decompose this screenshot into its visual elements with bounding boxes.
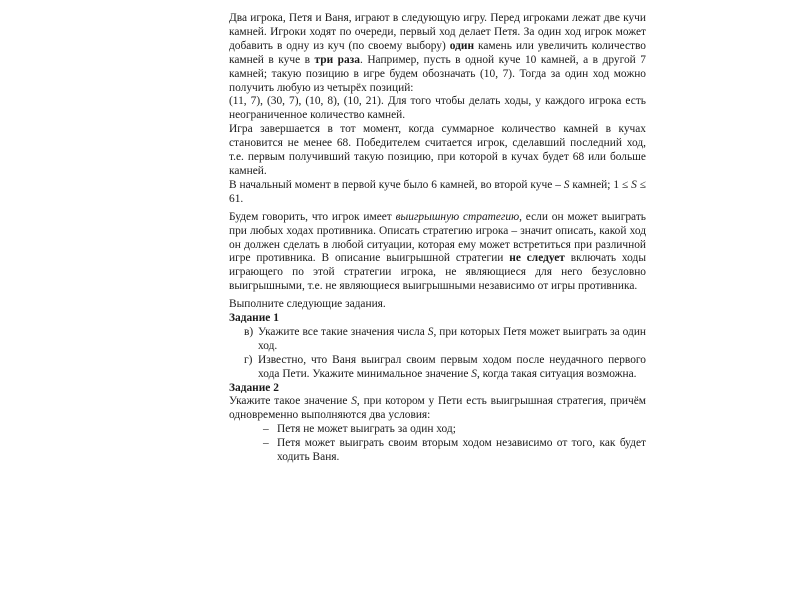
intro-bold-three-times: три раза (314, 53, 360, 66)
intro-text-1: Два игрока, Петя и Ваня, играют в следующую игру. Перед игроками лежат две кучи камней. Игроки ходят по очереди, первый ход делает Петя. За один ход игрок может добавить в одну из куч (по своему выбору) (229, 12, 646, 52)
s-variable: S (427, 325, 434, 338)
do-tasks-line: Выполните следующие задания. (229, 298, 386, 311)
initial-text-1: В начальный момент в первой куче было 6 камней, во второй куче – (229, 178, 564, 191)
task1-item-text: , при которых Петя может выиграть за один ход. (258, 325, 647, 352)
list-marker: – (263, 437, 269, 450)
s-variable: S (631, 178, 637, 191)
task1-item-g (229, 354, 646, 382)
strategy-term: выигрышную стратегию (395, 210, 520, 223)
task1-list (229, 326, 646, 382)
task1-heading: Задание 1 (229, 312, 279, 325)
task2-paragraph (229, 395, 646, 423)
document-page (229, 12, 646, 465)
strategy-text-2: , если он может выиграть при любых ходах противника. Описать стратегию игрока – значит описать, какой ход он должен сделать в любой ситуации, которая ему может встретиться при различной игре противника. В описание выигрышной стратегии (229, 210, 646, 265)
task2-text-2: , при котором у Пети есть выигрышная стратегия, причём одновременно выполняются два условия: (229, 395, 646, 422)
strategy-text-3: включать ходы играющего по этой стратегии игрока, не являющиеся для него безусловно выигрышными, т.е. не являющиеся выигрышными независимо от игры противника. (229, 252, 646, 293)
condition-text: Петя может выиграть своим вторым ходом независимо от того, как будет ходить Ваня. (277, 437, 646, 464)
task1-item-text: , когда такая ситуация возможна. (476, 367, 637, 380)
task1-item-text: Известно, что Ваня выиграл своим первым ходом после неудачного первого хода Пети. Укажите минимальное значение (258, 353, 646, 380)
s-variable: S (563, 178, 570, 191)
intro-paragraph (229, 12, 646, 95)
list-marker: г) (244, 353, 253, 366)
positions-paragraph: (11, 7), (30, 7), (10, 8), (10, 21). Для того чтобы делать ходы, у каждого игрока есть неограниченное количество камней. (229, 95, 646, 122)
s-variable: S (351, 395, 357, 408)
condition-text: Петя не может выиграть за один ход; (277, 423, 456, 436)
s-variable: S (471, 367, 477, 380)
intro-bold-one: один (449, 39, 475, 52)
initial-state-paragraph (229, 179, 646, 207)
list-marker: – (263, 423, 269, 436)
task1-item-text: Укажите все такие значения числа (258, 325, 428, 338)
end-rule-paragraph: Игра завершается в тот момент, когда суммарное количество камней в кучах становится не менее 68. Победителем считается игрок, сделавший последний ход, т.е. первым получивший такую позицию, при которой в кучах будет 68 или больше камней. (229, 123, 646, 177)
strategy-text-1: Будем говорить, что игрок имеет (229, 210, 396, 223)
strategy-bold-not-should: не следует (509, 252, 565, 265)
intro-text-3: . Например, пусть в одной куче 10 камней, а в другой 7 камней; такую позицию в игре будем обозначать (10, 7). Тогда за один ход можно получить любую из четырёх позиций: (229, 53, 646, 94)
task2-conditions-list (229, 423, 646, 465)
task2-text-1: Укажите такое значение (229, 395, 352, 408)
intro-text-2: камень или увеличить количество камней в куче в (229, 39, 646, 66)
task2-condition-2 (229, 437, 646, 465)
list-marker: в) (244, 325, 254, 338)
initial-text-3: ≤ 61. (229, 178, 646, 205)
strategy-paragraph (229, 211, 646, 294)
task1-item-v (229, 326, 646, 354)
initial-text-2: камней; 1 ≤ (569, 178, 632, 191)
task2-condition-1 (229, 423, 646, 437)
task2-heading: Задание 2 (229, 381, 279, 394)
